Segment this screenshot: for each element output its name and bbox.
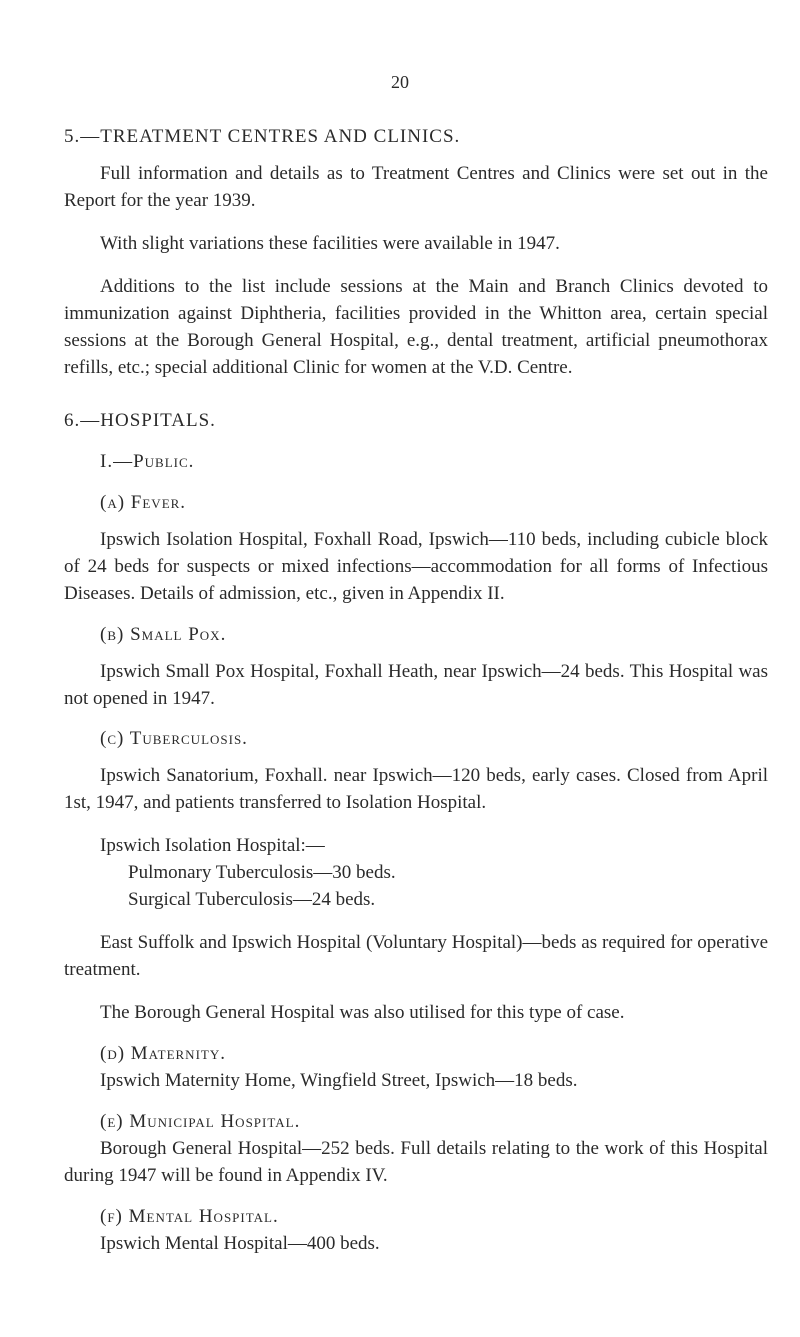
smallpox-text: Ipswich Small Pox Hospital, Foxhall Heath, near Ipswich—24 beds. This Hospital was not opened in 1947. [64, 660, 768, 709]
maternity-text: Ipswich Maternity Home, Wingfield Street, Ipswich—18 beds. [100, 1070, 578, 1092]
page-number: 20 [391, 72, 409, 92]
smallpox-heading: (b) Small Pox. [100, 623, 227, 645]
section-5-paragraph-3: Additions to the list include sessions at the Main and Branch Clinics devoted to immunization against Diphtheria, facilities provided in the Whitton area, certain special sessions at the Borough General Hospital, e.g., dental treatment, artificial pneumothorax refills, etc.; special additional Clinic for women at the V.D. Centre. [64, 275, 768, 378]
maternity-heading: (d) Maternity. [100, 1043, 226, 1065]
municipal-text: Borough General Hospital—252 beds. Full details relating to the work of this Hospital during 1947 will be found in Appendix IV. [64, 1138, 768, 1187]
public-heading: I.—Public. [100, 450, 195, 472]
section-5-heading: 5.—TREATMENT CENTRES AND CLINICS. [64, 126, 461, 147]
tuberculosis-text-2: East Suffolk and Ipswich Hospital (Voluntary Hospital)—beds as required for operative treatment. [64, 932, 768, 981]
section-5-paragraph-2: With slight variations these facilities were available in 1947. [100, 232, 560, 254]
municipal-heading: (e) Municipal Hospital. [100, 1111, 301, 1133]
mental-heading: (f) Mental Hospital. [100, 1206, 279, 1228]
tuberculosis-heading: (c) Tuberculosis. [100, 728, 248, 750]
fever-heading: (a) Fever. [100, 491, 187, 513]
page-content [64, 110, 768, 1258]
fever-text: Ipswich Isolation Hospital, Foxhall Road, Ipswich—110 beds, including cubicle block of 24 beds for suspects or mixed infections—accommodation for all forms of Infectious Diseases. Details of admission, etc., given in Appendix II. [64, 528, 768, 604]
section-5-paragraph-1: Full information and details as to Treatment Centres and Clinics were set out in the Report for the year 1939. [64, 162, 768, 211]
pulmonary-tb-line: Pulmonary Tuberculosis—30 beds. [128, 862, 396, 884]
surgical-tb-line: Surgical Tuberculosis—24 beds. [128, 889, 376, 911]
isolation-hospital-label: Ipswich Isolation Hospital:— [100, 835, 325, 857]
section-6-heading: 6.—HOSPITALS. [64, 409, 216, 431]
tuberculosis-text-3: The Borough General Hospital was also utilised for this type of case. [100, 1002, 625, 1024]
tuberculosis-text-1: Ipswich Sanatorium, Foxhall. near Ipswich—120 beds, early cases. Closed from April 1st, 1947, and patients transferred to Isolation Hospital. [64, 765, 768, 814]
mental-text: Ipswich Mental Hospital—400 beds. [100, 1233, 380, 1254]
